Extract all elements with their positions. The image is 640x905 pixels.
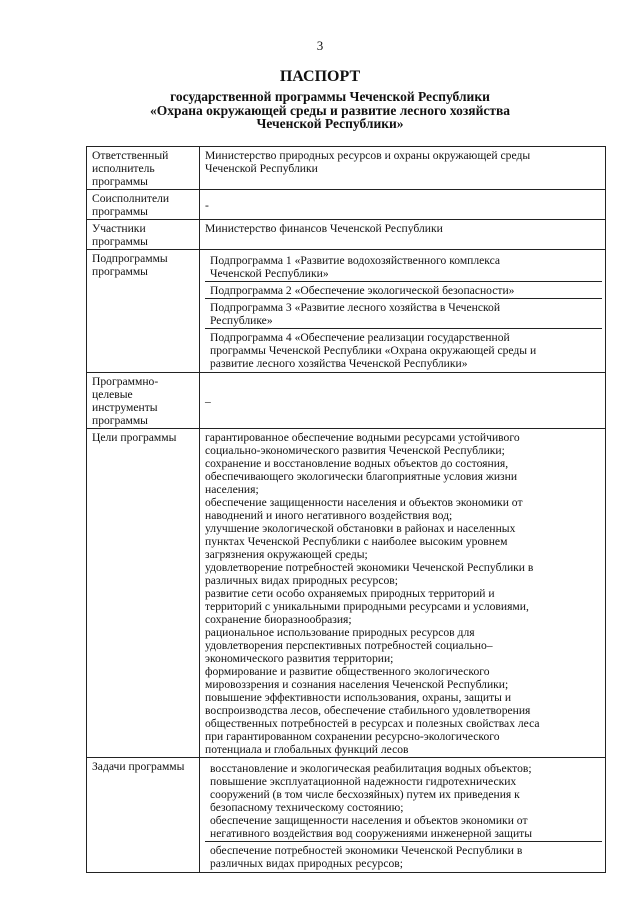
value-line: программы Чеченской Республики «Охрана окружающей среды и: [210, 344, 537, 357]
program-subtitle: [60, 90, 600, 131]
label-line: целевые: [92, 388, 133, 401]
value-line: загрязнения окружающей среды;: [205, 548, 368, 561]
label-line: Программно-: [92, 375, 159, 388]
label-line: Подпрограммы: [92, 252, 168, 265]
label-line: Цели программы: [92, 431, 177, 444]
value-line: Подпрограмма 4 «Обеспечение реализации государственной: [210, 331, 510, 344]
subprograms-cell: [200, 250, 606, 373]
label-line: инструменты: [92, 401, 158, 414]
value-line: воспроизводства лесов, обеспечение стабильного удовлетворения: [205, 704, 531, 717]
value-line: обеспечивающего экологически благоприятные условия жизни: [205, 470, 518, 483]
label-line: Участники: [92, 222, 146, 235]
tasks-cell: [200, 758, 606, 873]
value-line: удовлетворения перспективных потребностей социально–: [205, 639, 493, 652]
tasks-block: [205, 760, 602, 842]
value-line: безопасному техническому состоянию;: [210, 801, 404, 814]
value-line: обеспечение защищенности населения и объектов экономики от: [205, 496, 523, 509]
value-line: –: [205, 394, 211, 408]
page-number: 3: [316, 38, 324, 53]
table-row-participants: [87, 220, 606, 250]
value-line: социально-экономического развития Чеченской Республики;: [205, 444, 505, 457]
label-cell: [87, 250, 200, 373]
tasks-block: [205, 842, 602, 871]
table-row-executor: [87, 147, 606, 190]
subtitle-line: государственной программы Чеченской Республики: [170, 89, 490, 104]
label-line: программы: [92, 414, 148, 427]
value-line: различных видах природных ресурсов;: [205, 574, 398, 587]
label-cell: [87, 758, 200, 873]
value-line: негативного воздействия вод сооружениями инженерной защиты: [210, 827, 533, 840]
value-line: повышение эксплуатационной надежности гидротехнических: [210, 775, 517, 788]
subprogram-item: [205, 299, 602, 329]
value-line: развитие сети особо охраняемых природных территорий и: [205, 587, 495, 600]
label-cell: [87, 220, 200, 250]
passport-table: [86, 146, 606, 873]
subprogram-item: [205, 329, 602, 371]
value-line: восстановление и экологическая реабилитация водных объектов;: [210, 762, 532, 775]
label-line: исполнитель: [92, 162, 155, 175]
label-line: программы: [92, 235, 148, 248]
value-line: наводнений и иного негативного воздействия вод;: [205, 509, 453, 522]
label-cell: [87, 373, 200, 429]
label-cell: [87, 429, 200, 758]
value-line: пунктах Чеченской Республики с наиболее высоким уровнем: [205, 535, 508, 548]
label-line: Ответственный: [92, 149, 169, 162]
value-cell: [200, 429, 606, 758]
value-line: Министерство природных ресурсов и охраны окружающей среды: [205, 149, 531, 162]
page-title: ПАСПОРТ: [279, 68, 361, 85]
value-line: общественных потребностей в ресурсах и полезных свойствах леса: [205, 717, 540, 730]
value-line: Республике»: [210, 314, 273, 327]
table-row-tasks: [87, 758, 606, 873]
value-line: сохранение биоразнообразия;: [205, 613, 352, 626]
value-line: удовлетворение потребностей экономики Чеченской Республики в: [205, 561, 534, 574]
label-line: Задачи программы: [92, 760, 185, 773]
label-line: программы: [92, 205, 148, 218]
subtitle-line: «Охрана окружающей среды и развитие лесного хозяйства: [149, 102, 511, 118]
value-cell: [200, 373, 606, 429]
value-line: населения;: [205, 483, 259, 496]
subprogram-item: [205, 282, 602, 299]
value-line: Подпрограмма 3 «Развитие лесного хозяйства в Чеченской: [210, 301, 501, 314]
label-line: программы: [92, 175, 148, 188]
value-line: Министерство финансов Чеченской Республики: [205, 222, 443, 235]
value-line: обеспечение потребностей экономики Чеченской Республики в: [210, 844, 523, 857]
value-line: сооружений (в том числе бесхозяйных) путем их приведения к: [210, 788, 520, 801]
value-line: гарантированное обеспечение водными ресурсами устойчивого: [205, 431, 520, 444]
value-line: Подпрограмма 2 «Обеспечение экологической безопасности»: [210, 284, 515, 297]
label-line: Соисполнители: [92, 192, 170, 205]
subtitle-line: Чеченской Республики»: [256, 116, 404, 131]
table-row-coexecutors: [87, 190, 606, 220]
value-line: повышение эффективности использования, охраны, защиты и: [205, 691, 512, 704]
value-line: обеспечение защищенности населения и объектов экономики от: [210, 814, 528, 827]
value-line: мировоззрения и сознания населения Чеченской Республики;: [205, 678, 509, 691]
value-line: Чеченской Республики: [205, 162, 318, 175]
value-line: при гарантированном сохранении ресурсно-экологического: [205, 730, 500, 743]
value-line: сохранение и восстановление водных объектов до состояния,: [205, 457, 509, 470]
table-row-instruments: [87, 373, 606, 429]
value-line: Чеченской Республики»: [210, 267, 329, 280]
subprogram-item: [205, 252, 602, 282]
label-cell: [87, 190, 200, 220]
value-line: рациональное использование природных ресурсов для: [205, 626, 475, 639]
label-cell: [87, 147, 200, 190]
value-cell: [200, 190, 606, 220]
label-line: программы: [92, 265, 148, 278]
table-row-subprograms: [87, 250, 606, 373]
value-cell: [200, 220, 606, 250]
value-cell: [200, 147, 606, 190]
value-line: -: [205, 198, 209, 212]
value-line: развитие лесного хозяйства Чеченской Республики»: [210, 357, 468, 370]
value-line: формирование и развитие общественного экологического: [205, 665, 490, 678]
value-line: улучшение экологической обстановки в районах и населенных: [205, 522, 516, 535]
value-line: Подпрограмма 1 «Развитие водохозяйственного комплекса: [210, 254, 501, 267]
table-row-goals: [87, 429, 606, 758]
value-line: различных видах природных ресурсов;: [210, 857, 403, 870]
value-line: территорий с уникальными природными ресурсами и условиями,: [205, 600, 529, 613]
value-line: экономического развития территории;: [205, 652, 394, 665]
value-line: потенциала и глобальных функций лесов: [205, 743, 409, 756]
